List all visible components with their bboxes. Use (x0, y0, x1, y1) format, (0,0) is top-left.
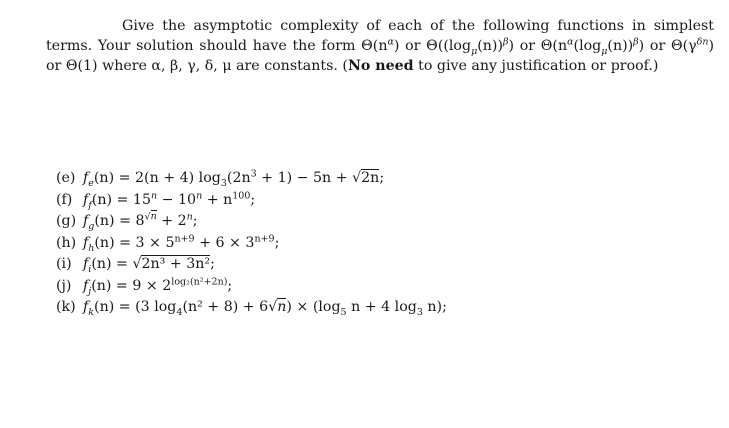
function-subscript: h (88, 242, 95, 254)
alpha-exponent-2: α (567, 36, 574, 48)
expression-part: n) (422, 299, 443, 315)
problem-label: (h) (56, 234, 77, 251)
problem-k (56, 297, 696, 319)
intro-text-9: to give any justification or proof.) (413, 58, 659, 74)
function-subscript: e (88, 177, 94, 189)
problem-i (56, 254, 696, 276)
delta-n-exponent: δn (696, 36, 709, 48)
function-name: f (83, 170, 89, 186)
sqrt-sign: √ (144, 211, 151, 223)
exponent: log₂(n²+2n) (171, 275, 228, 287)
exponent: n (186, 211, 193, 223)
intro-text-6: (n)) (607, 38, 634, 54)
function-name: f (83, 277, 89, 294)
semicolon: ; (192, 213, 198, 229)
mu-subscript: μ (471, 45, 478, 57)
expression-part: (n) = 8 (94, 213, 145, 229)
semicolon: ; (274, 234, 280, 251)
expression-part: (n) = 15 (91, 191, 151, 208)
intro-text-8: ) or Θ(1) where α, β, γ, δ, μ are constants. ( (46, 38, 715, 74)
exponent: n (196, 189, 203, 201)
function-subscript: j (88, 285, 92, 297)
radicand: 2n (361, 170, 380, 186)
problem-label: (g) (56, 213, 77, 229)
radicand: n (150, 211, 157, 223)
expression-part: + 6 × 3 (194, 234, 255, 251)
radicand: n (277, 299, 287, 315)
log-base: 3 (220, 177, 227, 189)
problem-list (56, 168, 696, 319)
expression-part: + 2 (156, 213, 187, 229)
problem-label: (j) (56, 277, 72, 294)
semicolon: ; (250, 191, 256, 208)
problem-e (56, 168, 696, 190)
intro-text-3: (n)) (477, 38, 503, 54)
function-subscript: f (88, 199, 92, 211)
semicolon: ; (210, 256, 215, 272)
problem-label: (k) (56, 299, 76, 315)
beta-exponent-2: β (633, 36, 639, 48)
expression-part: (n) = (91, 256, 133, 272)
intro-text-4: ) or Θ(n (508, 38, 568, 54)
semicolon: ; (227, 277, 233, 294)
semicolon: ; (442, 299, 447, 315)
problem-f (56, 190, 696, 212)
sqrt-sign: √ (352, 170, 362, 186)
semicolon: ; (379, 170, 385, 186)
log-base: 5 (340, 306, 347, 318)
problem-label: (f) (56, 191, 73, 208)
function-name: f (83, 191, 89, 208)
alpha-exponent: α (387, 36, 394, 48)
problem-g (56, 211, 696, 233)
intro-text-2: ) or Θ((log (393, 38, 472, 54)
problem-h (56, 233, 696, 255)
expression-part: − 10 (157, 191, 197, 208)
no-need-emphasis: No need (347, 58, 414, 74)
intro-text-1: Give the asymptotic complexity of each of the following functions in simplest terms. Your solution should have the form Θ(n (46, 18, 714, 54)
expression-part: (n) = 9 × 2 (91, 277, 172, 294)
expression-part: (n) = (3 log (94, 299, 177, 315)
exponent: n (150, 189, 158, 201)
radicand: 2n³ + 3n² (141, 256, 211, 272)
exponent: n+9 (174, 232, 195, 244)
sqrt-sign: √ (268, 299, 278, 315)
beta-exponent: β (503, 36, 509, 48)
function-name: f (83, 213, 89, 229)
exponent: 100 (232, 189, 251, 201)
expression-part: n + 4 log (346, 299, 417, 315)
expression-part: (2n (226, 170, 251, 186)
problem-label: (i) (56, 256, 72, 272)
log-base: 3 (416, 306, 423, 318)
instructions-paragraph (46, 16, 714, 76)
intro-text-5: (log (573, 38, 602, 54)
sqrt-sign: √ (132, 256, 142, 272)
exponent: n+9 (254, 232, 275, 244)
problem-j (56, 276, 696, 298)
function-subscript: i (88, 263, 92, 275)
problem-label: (e) (56, 170, 76, 186)
expression-part: (n² + 8) + 6 (182, 299, 269, 315)
mu-subscript-2: μ (601, 45, 608, 57)
expression-part: + n (202, 191, 233, 208)
log-base: 4 (176, 306, 183, 318)
function-subscript: g (88, 220, 95, 232)
expression-part: (n) = 2(n + 4) log (93, 170, 221, 186)
expression-part: ) × (log (286, 299, 341, 315)
function-name: f (83, 299, 89, 315)
function-name: f (83, 256, 89, 272)
function-name: f (83, 234, 89, 251)
expression-part: + 1) − 5n + (256, 170, 353, 186)
exponent: 3 (250, 168, 257, 180)
expression-part: (n) = 3 × 5 (94, 234, 175, 251)
intro-text-7: ) or Θ(γ (638, 38, 697, 54)
function-subscript: k (88, 306, 95, 318)
